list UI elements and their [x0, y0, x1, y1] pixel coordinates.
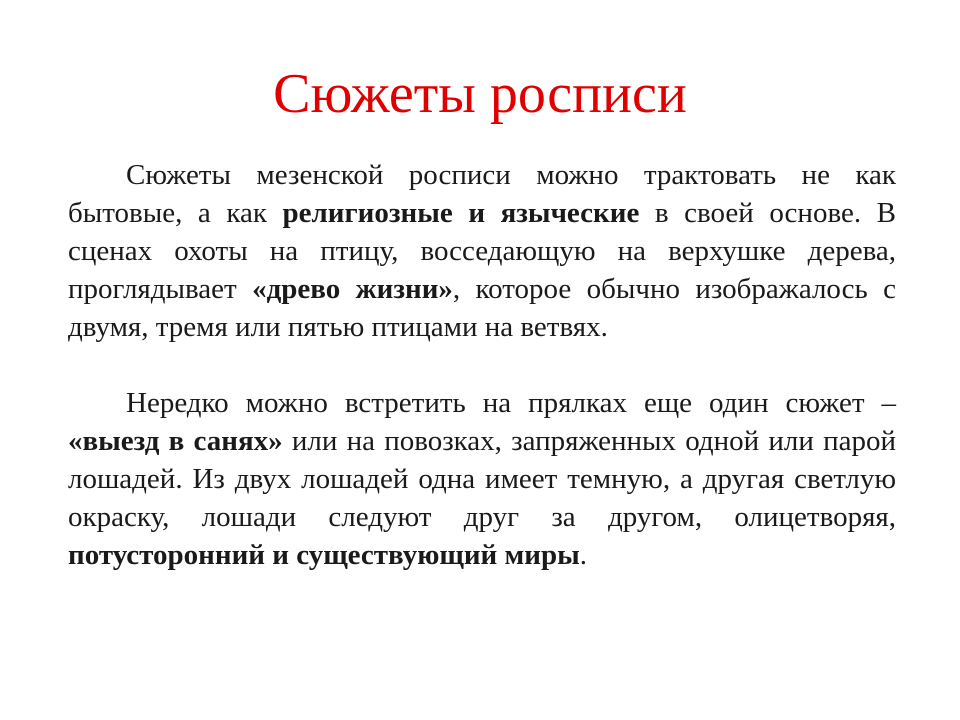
- text-segment: Нередко можно встретить на прялках еще один сюжет –: [126, 387, 896, 419]
- bold-phrase-tree-of-life: «древо жизни»: [252, 273, 453, 305]
- text-segment: Сюжеты мезенской росписи можно трактовать не как бытовые, а как: [68, 159, 896, 229]
- text-segment: или на повозках, запряженных одной или парой лошадей. Из двух лошадей одна имеет темную, а другая светлую окраску, лошади следуют друг за другом, олицетворяя,: [68, 425, 896, 533]
- slide-title: Сюжеты росписи: [273, 63, 687, 125]
- slide-body: [68, 156, 896, 574]
- text-segment: .: [579, 539, 587, 571]
- paragraph-2: [68, 384, 896, 574]
- bold-phrase-religious-pagan: религиозные и языческие: [282, 197, 640, 229]
- paragraph-1: [68, 156, 896, 346]
- text-segment: в своей основе. В сценах охоты на птицу, восседающую на верхушке дерева, проглядывает: [68, 197, 897, 305]
- bold-phrase-sleigh-ride: «выезд в санях»: [68, 425, 283, 457]
- text-segment: , которое обычно изображалось с двумя, тремя или пятью птицами на ветвях.: [68, 273, 896, 343]
- bold-phrase-worlds: потусторонний и существующий миры: [68, 539, 580, 571]
